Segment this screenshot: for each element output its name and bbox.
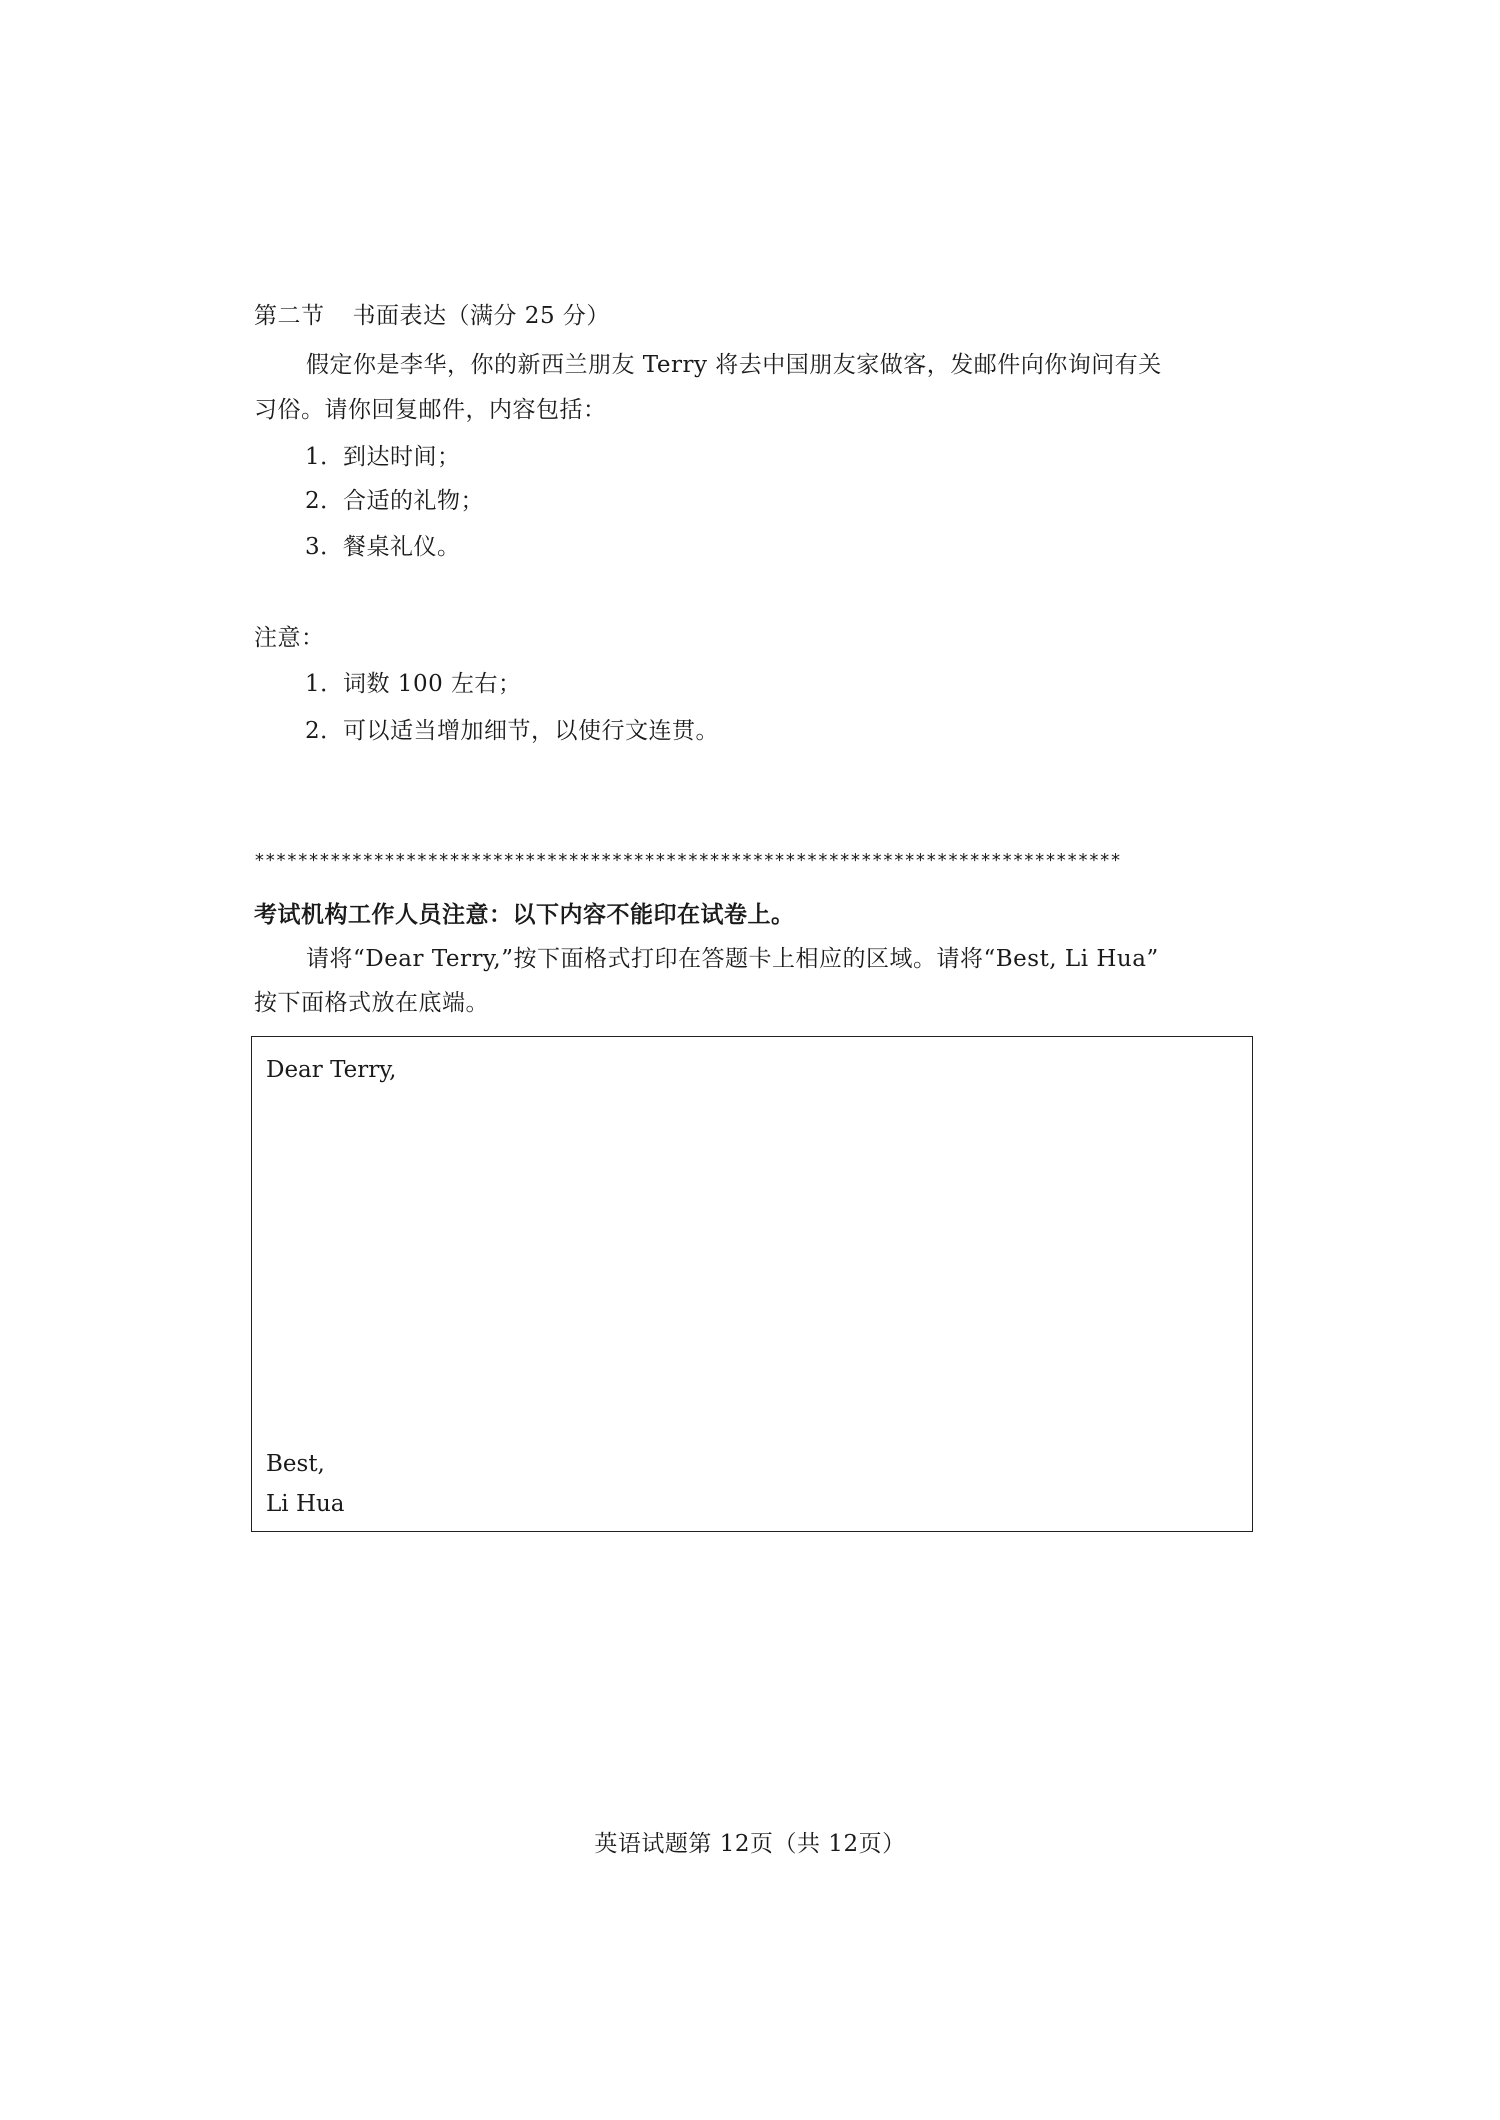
letter-template-box	[251, 1036, 1253, 1532]
note-text: 词数 100 左右；	[343, 671, 522, 697]
instruction-line-1: 请将“Dear Terry,”按下面格式打印在答题卡上相应的区域。请将“Best, Li Hua”	[306, 946, 1159, 972]
requirement-number: 1．	[305, 444, 344, 470]
note-number: 2．	[305, 718, 344, 744]
note-number: 1．	[305, 671, 344, 697]
prompt-line-1: 假定你是李华，你的新西兰朋友 Terry 将去中国朋友家做客，发邮件向你询问有关	[306, 352, 1162, 378]
note-item	[305, 716, 719, 746]
note-text: 可以适当增加细节，以使行文连贯。	[343, 718, 719, 744]
letter-closing: Best,	[266, 1451, 325, 1477]
letter-signature: Li Hua	[266, 1491, 345, 1517]
note-title: 注意：	[254, 625, 325, 651]
requirement-item	[305, 486, 484, 516]
section-title: 书面表达（满分 25 分）	[352, 303, 610, 329]
requirement-text: 合适的礼物；	[343, 488, 484, 514]
letter-greeting: Dear Terry,	[266, 1057, 397, 1083]
requirement-number: 3．	[305, 534, 344, 560]
note-item	[305, 669, 522, 699]
requirement-text: 到达时间；	[343, 444, 461, 470]
page-footer: 英语试题第 12页（共 12页）	[594, 1831, 906, 1857]
instruction-line-2: 按下面格式放在底端。	[254, 990, 489, 1016]
prompt-line-2: 习俗。请你回复邮件，内容包括：	[254, 397, 607, 423]
section-number: 第二节	[254, 303, 325, 329]
requirement-number: 2．	[305, 488, 344, 514]
asterisk-divider: ********************************************************************************	[254, 850, 1121, 871]
requirement-text: 餐桌礼仪。	[343, 534, 461, 560]
requirement-item	[305, 532, 461, 562]
requirement-item	[305, 442, 461, 472]
section-heading	[254, 301, 610, 331]
staff-notice: 考试机构工作人员注意：以下内容不能印在试卷上。	[254, 901, 795, 928]
